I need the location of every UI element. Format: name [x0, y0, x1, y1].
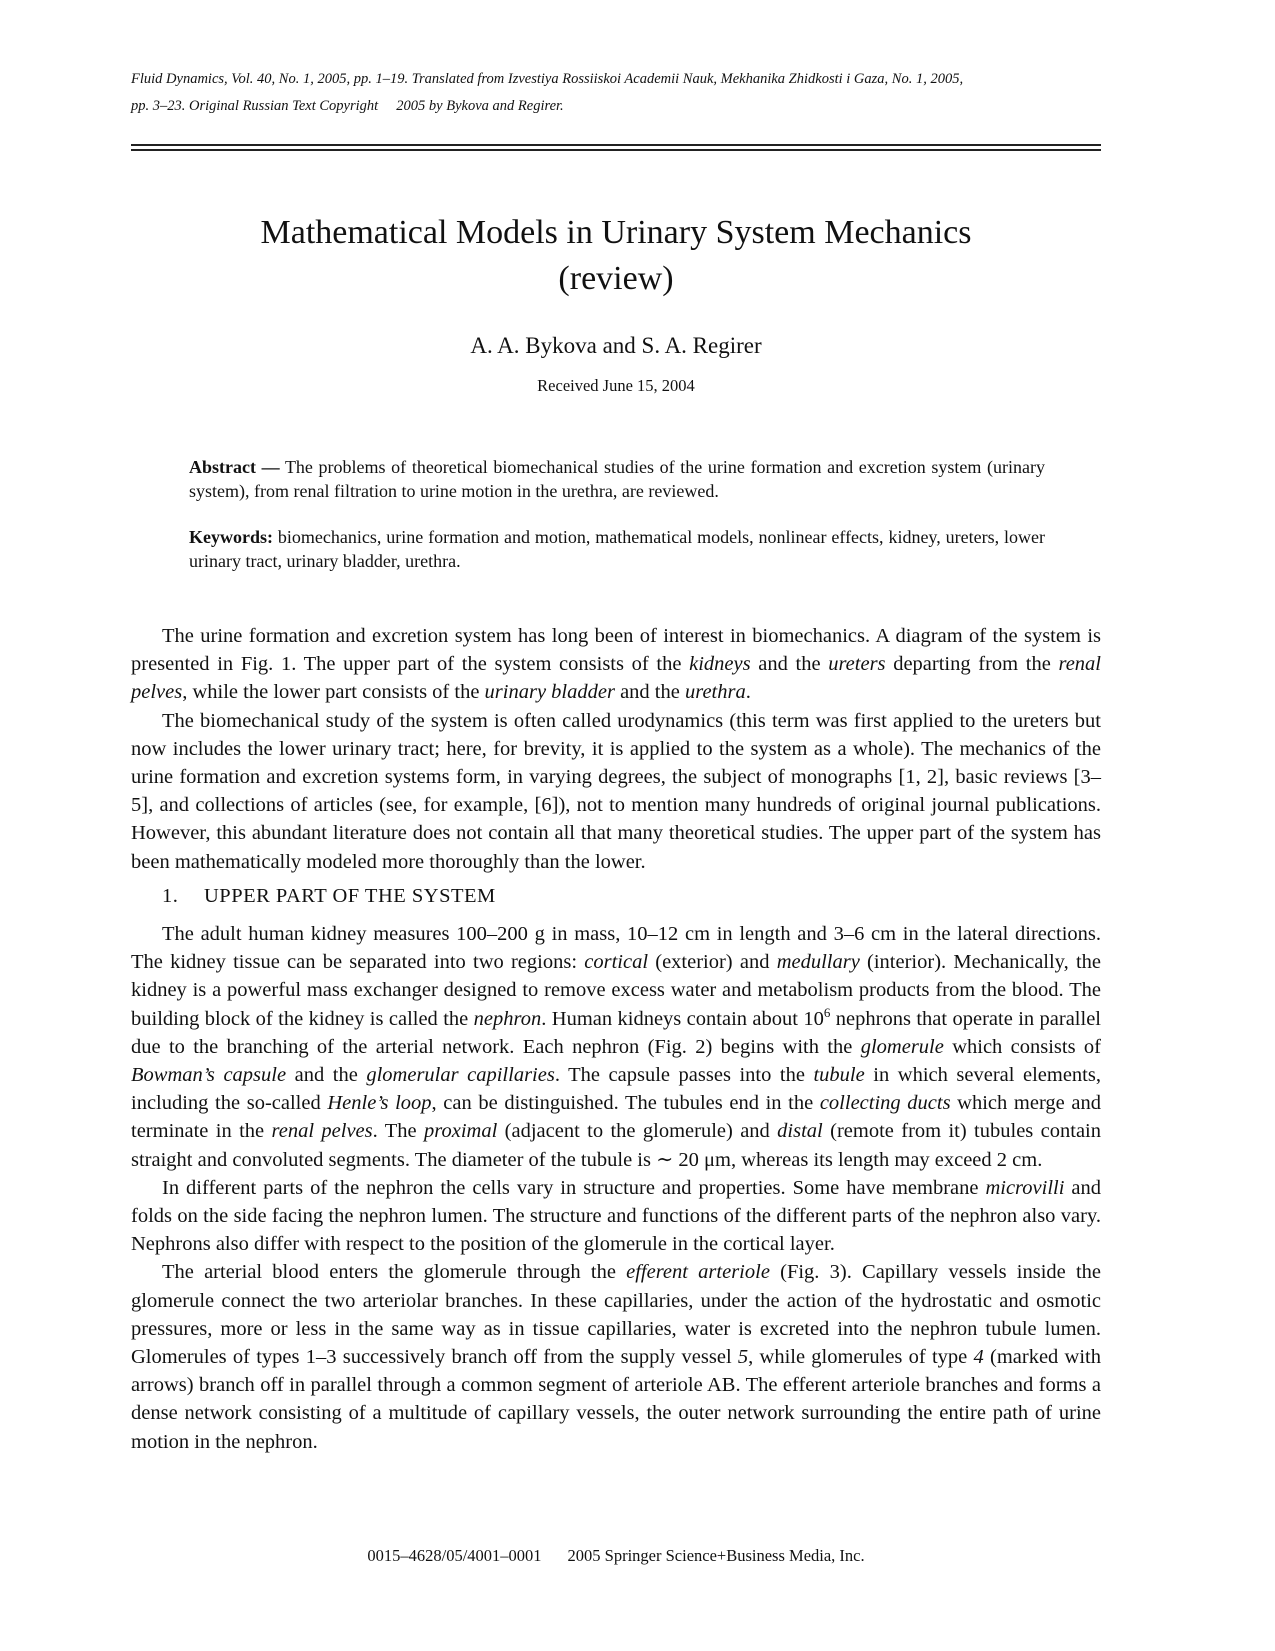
term-kidneys: kidneys	[689, 653, 751, 676]
term-cortical: cortical	[584, 951, 649, 974]
text-run: departing from the	[885, 653, 1059, 676]
page-footer	[131, 1545, 1101, 1567]
term-glomerule: glomerule	[860, 1035, 944, 1058]
term-renal-pelves: renal pelves	[271, 1120, 373, 1143]
text-run: and the	[286, 1064, 367, 1087]
journal-header	[131, 66, 1101, 120]
text-run: which merge and terminate in the	[131, 1092, 1101, 1143]
text-run: . The	[372, 1120, 425, 1143]
text-run: The urine formation and excretion system has long been of interest in biomechanics. A diagram of the system is presented in Fig. 1. The upper part of the system consists of the	[131, 625, 1101, 676]
text-run: (remote from it) tubules contain straight and convoluted segments. The diameter of the tubule is ∼ 20 μm, whereas its length may exceed 2 cm.	[131, 1120, 1101, 1171]
text-run: The adult human kidney measures 100–200 g in mass, 10–12 cm in length and 3–6 cm in the lateral directions. The kidney tissue can be separated into two regions:	[131, 923, 1101, 974]
term-collecting-ducts: collecting ducts	[819, 1092, 951, 1115]
text-run: and the	[750, 653, 829, 676]
text-run: (adjacent to the glomerule) and	[497, 1120, 778, 1143]
term-glomerular-capillaries: glomerular capillaries	[366, 1064, 555, 1087]
term-urinary-bladder: urinary bladder	[484, 681, 615, 704]
keywords-label: Keywords:	[189, 527, 273, 547]
header-line-2: pp. 3–23. Original Russian Text Copyright 2005 by Bykova and Regirer.	[131, 98, 564, 114]
text-run: .	[745, 681, 751, 704]
title-line-1: Mathematical Models in Urinary System Mechanics	[260, 214, 972, 251]
paragraph-4	[131, 1174, 1101, 1259]
title-line-2: (review)	[558, 260, 674, 297]
text-run: . The capsule passes into the	[554, 1064, 814, 1087]
header-rule-top	[131, 144, 1101, 146]
footer-code: 0015–4628/05/4001–0001	[367, 1546, 542, 1565]
header-line-1: Fluid Dynamics, Vol. 40, No. 1, 2005, pp. 1–19. Translated from Izvestiya Rossiiskoi Academii Nauk, Mekhanika Zhidkosti i Gaza, No. 1, 2005,	[131, 71, 964, 87]
term-medullary: medullary	[776, 951, 860, 974]
term-nephron: nephron	[473, 1007, 542, 1030]
section-heading-1	[131, 882, 1101, 910]
term-tubule: tubule	[813, 1064, 865, 1087]
type-number-4: 4	[973, 1346, 984, 1369]
authors: A. A. Bykova and S. A. Regirer	[470, 333, 762, 358]
text-run: in which several elements, including the so-called	[131, 1064, 1101, 1115]
text-run: (marked with arrows) branch off in parallel through a common segment of arteriole AB. The efferent arteriole branches and forms a dense network consisting of a multitude of capillary vessels, the outer network surrounding the entire path of urine motion in the nephron.	[131, 1346, 1101, 1453]
term-henles-loop: Henle’s loop	[327, 1092, 432, 1115]
term-bowmans-capsule: Bowman’s capsule	[131, 1064, 287, 1087]
section-number: 1.	[162, 884, 179, 907]
footer-publisher: 2005 Springer Science+Business Media, Inc.	[567, 1546, 865, 1565]
paper-body	[131, 622, 1101, 1456]
term-microvilli: microvilli	[985, 1176, 1065, 1199]
paragraph-2: The biomechanical study of the system is often called urodynamics (this term was first applied to the ureters but now includes the lower urinary tract; here, for brevity, it is applied to the system as a whole). The mechanics of the urine formation and excretion systems form, in varying degrees, the subject of monographs [1, 2], basic reviews [3–5], and collections of articles (see, for example, [6]), not to mention many hundreds of original journal publications. However, this abundant literature does not contain all that many theoretical studies. The upper part of the system has been mathematically modeled more thoroughly than the lower.	[131, 709, 1101, 873]
vessel-number-5: 5	[737, 1346, 749, 1369]
term-urethra: urethra	[684, 681, 746, 704]
received-date: Received June 15, 2004	[537, 376, 695, 395]
text-run: (Fig. 3). Capillary vessels inside the glomerule connect the two arteriolar branches. In these capillaries, under the action of the hydrostatic and osmotic pressures, more or less in the same way as in tissue capillaries, water is excreted into the nephron tubule lumen. Glomerules of types 1–3 successively branch off from the supply vessel	[131, 1261, 1101, 1369]
abstract-text: The problems of theoretical biomechanical studies of the urine formation and excretion system (urinary system), from renal filtration to urine motion in the urethra, are reviewed.	[189, 457, 1045, 501]
term-efferent-arteriole: efferent arteriole	[626, 1261, 770, 1284]
keywords-text: biomechanics, urine formation and motion, mathematical models, nonlinear effects, kidney, ureters, lower urinary tract, urinary bladder, urethra.	[189, 527, 1046, 571]
text-run: which consists of	[943, 1035, 1101, 1058]
keywords	[189, 525, 1045, 573]
paragraph-5	[131, 1258, 1101, 1455]
paper-title	[131, 210, 1101, 302]
text-run: and folds on the side facing the nephron lumen. The structure and functions of the different parts of the nephron also vary. Nephrons also differ with respect to the position of the glomerule in the cortical layer.	[131, 1176, 1101, 1256]
text-run: , can be distinguished. The tubules end in the	[431, 1092, 820, 1115]
text-run: , while glomerules of type	[748, 1346, 974, 1369]
text-run: The arterial blood enters the glomerule through the	[162, 1261, 627, 1284]
text-run: . Human kidneys contain about 10	[541, 1007, 824, 1030]
abstract-label: Abstract —	[189, 457, 280, 477]
text-run: , while the lower part consists of the	[182, 681, 485, 704]
term-ureters: ureters	[828, 653, 886, 676]
term-proximal: proximal	[424, 1120, 498, 1143]
paragraph-1	[131, 622, 1101, 707]
text-run: and the	[614, 681, 685, 704]
text-run: nephrons that operate in parallel due to the branching of the arterial network. Each nephron (Fig. 2) begins with the	[131, 1007, 1101, 1058]
text-run: In different parts of the nephron the cells vary in structure and properties. Some have membrane	[162, 1176, 986, 1199]
header-rule-bottom	[131, 149, 1101, 151]
text-run: (interior). Mechanically, the kidney is a powerful mass exchanger designed to remove excess water and metabolism products from the blood. The building block of the kidney is called the	[131, 951, 1101, 1030]
abstract	[189, 455, 1045, 503]
paragraph-3	[131, 920, 1101, 1174]
term-renal-pelves: renal pelves	[131, 653, 1101, 704]
section-title: UPPER PART OF THE SYSTEM	[204, 884, 496, 907]
exponent: 6	[823, 1004, 831, 1020]
text-run: (exterior) and	[648, 951, 777, 974]
term-distal: distal	[777, 1120, 823, 1143]
